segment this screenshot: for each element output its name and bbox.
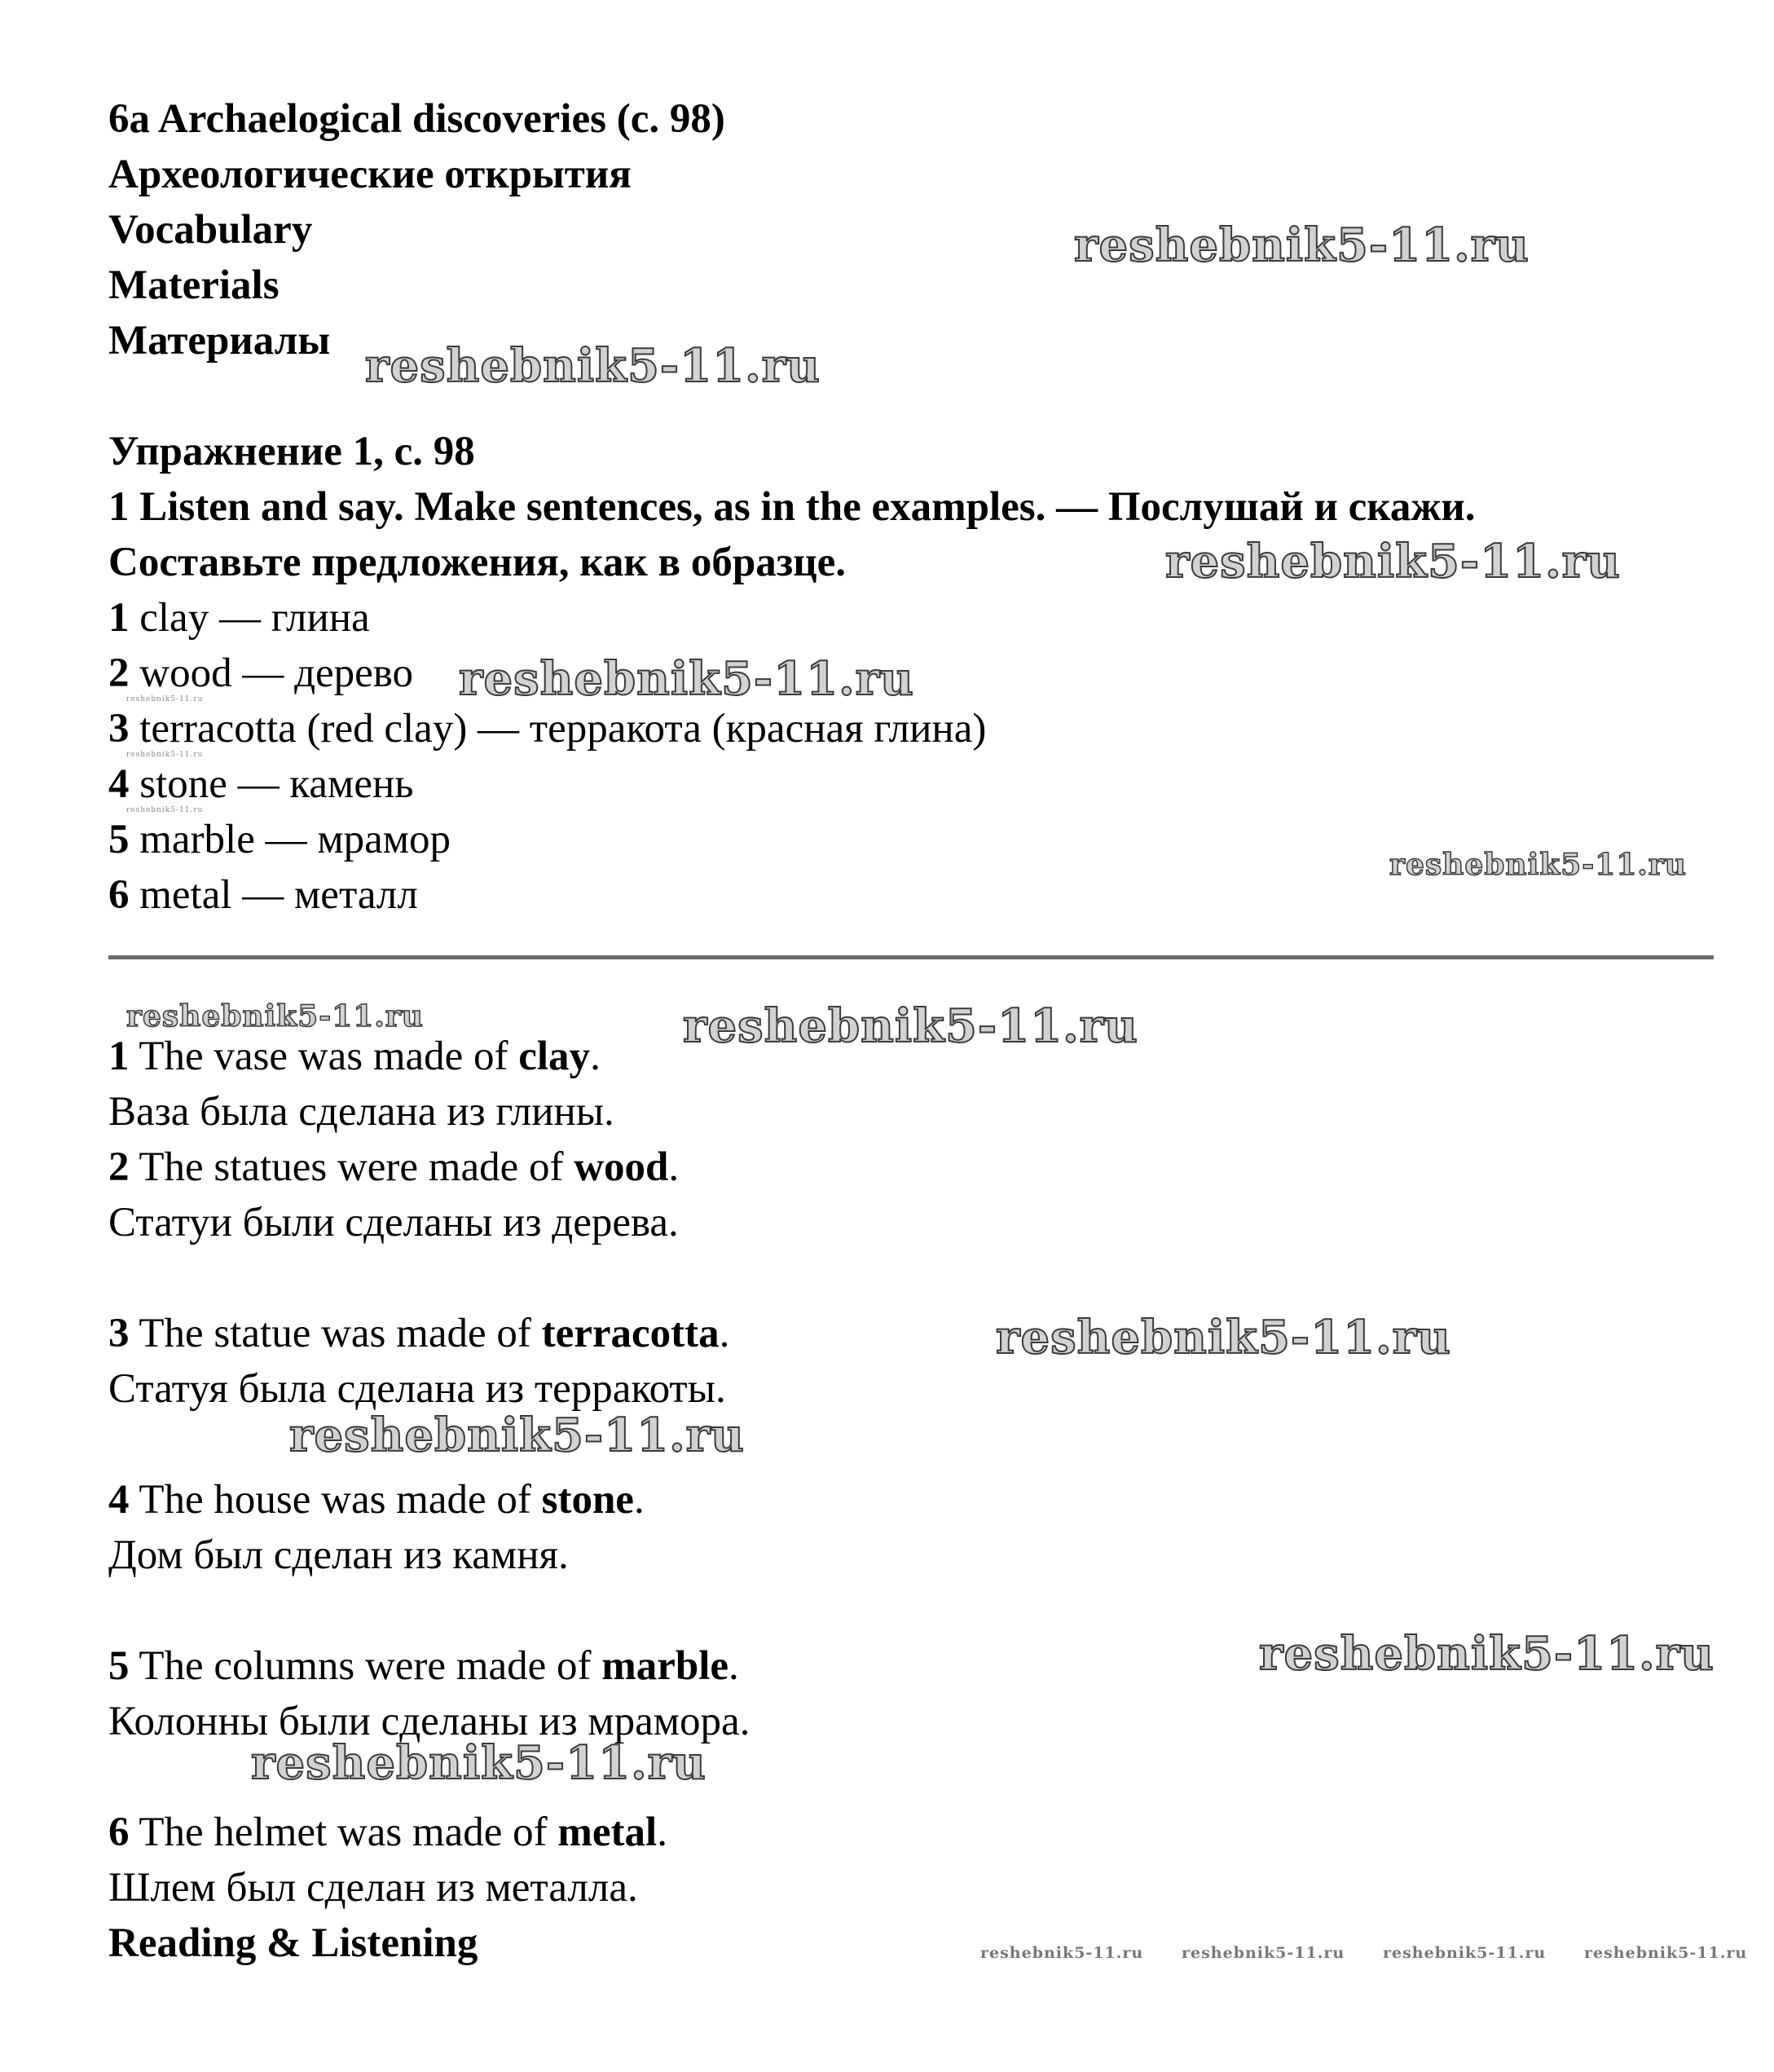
sentence-number: 3 bbox=[108, 1311, 130, 1356]
material-word: metal bbox=[557, 1810, 658, 1855]
sentence-number: 5 bbox=[108, 1643, 130, 1689]
page-title: 6a Archaelogical discoveries (с. 98) bbox=[108, 96, 725, 142]
sentence-ru: Статуи были сделаны из дерева. bbox=[108, 1200, 679, 1245]
sentence-end: . bbox=[729, 1643, 739, 1689]
watermark: reshebnik5-11.ru bbox=[1584, 1944, 1748, 1962]
vocab-item bbox=[108, 867, 418, 923]
watermark: reshebnik5-11.ru bbox=[1383, 1944, 1547, 1962]
vocab-number: 2 bbox=[108, 650, 130, 696]
exercise-instruction-ru: Составьте предложения, как в образце. bbox=[108, 540, 846, 585]
subsection-heading-ru: Материалы bbox=[108, 318, 331, 364]
watermark: reshebnik5-11.ru bbox=[1389, 848, 1687, 882]
sentence-number: 2 bbox=[108, 1144, 130, 1190]
sentence-text: The house was made of bbox=[139, 1477, 542, 1523]
section-divider bbox=[108, 955, 1714, 959]
vocab-item bbox=[108, 812, 451, 867]
sentence-text: The helmet was made of bbox=[139, 1810, 558, 1855]
sentence-en bbox=[108, 1805, 667, 1860]
sentence-text: The statues were made of bbox=[139, 1144, 574, 1190]
watermark: reshebnik5-11.ru bbox=[1074, 218, 1530, 272]
watermark: reshebnik5-11.ru bbox=[996, 1311, 1451, 1364]
sentence-end: . bbox=[590, 1034, 601, 1079]
vocab-text: terracotta (red clay) — терракота (красная глина) bbox=[139, 706, 987, 752]
next-section-heading: Reading & Listening bbox=[108, 1920, 478, 1966]
vocab-item bbox=[108, 646, 413, 701]
material-word: stone bbox=[541, 1477, 634, 1523]
material-word: clay bbox=[518, 1034, 591, 1079]
sentence-number: 1 bbox=[108, 1034, 130, 1079]
vocab-number: 3 bbox=[108, 706, 130, 752]
sentence-ru: Статуя была сделана из терракоты. bbox=[108, 1366, 726, 1412]
vocab-item bbox=[108, 590, 370, 646]
vocab-number: 1 bbox=[108, 595, 130, 641]
vocab-number: 4 bbox=[108, 761, 130, 807]
sentence-end: . bbox=[657, 1810, 667, 1855]
watermark: reshebnik5-11.ru bbox=[1182, 1944, 1345, 1962]
vocab-item bbox=[108, 756, 414, 812]
sentence-ru: Колонны были сделаны из мрамора. bbox=[108, 1699, 751, 1744]
sentence-number: 4 bbox=[108, 1477, 130, 1523]
page-title-ru: Археологические открытия bbox=[108, 152, 632, 197]
sentence-en bbox=[108, 1029, 601, 1084]
watermark: reshebnik5-11.ru bbox=[126, 806, 204, 814]
sentence-text: The statue was made of bbox=[139, 1311, 542, 1356]
vocab-number: 6 bbox=[108, 872, 130, 918]
vocab-text: clay — глина bbox=[139, 595, 370, 641]
vocab-text: stone — камень bbox=[139, 761, 414, 807]
section-heading: Vocabulary bbox=[108, 207, 313, 253]
exercise-heading: Упражнение 1, с. 98 bbox=[108, 429, 475, 474]
vocab-item bbox=[108, 701, 986, 756]
vocab-number: 5 bbox=[108, 817, 130, 862]
watermark: reshebnik5-11.ru bbox=[683, 999, 1138, 1053]
watermark: reshebnik5-11.ru bbox=[459, 652, 914, 706]
watermark: reshebnik5-11.ru bbox=[365, 339, 821, 393]
sentence-text: The vase was made of bbox=[139, 1034, 519, 1079]
watermark: reshebnik5-11.ru bbox=[289, 1409, 745, 1462]
material-word: wood bbox=[574, 1144, 669, 1190]
sentence-ru: Шлем был сделан из металла. bbox=[108, 1865, 638, 1911]
sentence-number: 6 bbox=[108, 1810, 130, 1855]
watermark: reshebnik5-11.ru bbox=[1259, 1627, 1715, 1681]
sentence-ru: Дом был сделан из камня. bbox=[108, 1532, 569, 1578]
sentence-en bbox=[108, 1140, 679, 1195]
sentence-end: . bbox=[668, 1144, 680, 1190]
sentence-end: . bbox=[633, 1477, 645, 1523]
vocab-text: marble — мрамор bbox=[139, 817, 451, 862]
watermark: reshebnik5-11.ru bbox=[126, 695, 204, 703]
material-word: terracotta bbox=[541, 1311, 720, 1356]
sentence-en bbox=[108, 1638, 739, 1694]
sentence-ru: Ваза была сделана из глины. bbox=[108, 1089, 614, 1135]
watermark: reshebnik5-11.ru bbox=[980, 1944, 1144, 1962]
sentence-end: . bbox=[719, 1311, 730, 1356]
vocab-text: metal — металл bbox=[139, 872, 418, 918]
sentence-en bbox=[108, 1472, 645, 1528]
material-word: marble bbox=[601, 1643, 729, 1689]
subsection-heading: Materials bbox=[108, 262, 280, 308]
watermark: reshebnik5-11.ru bbox=[126, 751, 204, 759]
sentence-en bbox=[108, 1306, 729, 1361]
exercise-instruction: 1 Listen and say. Make sentences, as in the examples. — Послушай и скажи. bbox=[108, 484, 1476, 530]
vocab-text: wood — дерево bbox=[139, 650, 414, 696]
watermark: reshebnik5-11.ru bbox=[1165, 535, 1621, 589]
watermark: reshebnik5-11.ru bbox=[126, 999, 424, 1034]
watermark: reshebnik5-11.ru bbox=[251, 1736, 707, 1790]
sentence-text: The columns were made of bbox=[139, 1643, 602, 1689]
